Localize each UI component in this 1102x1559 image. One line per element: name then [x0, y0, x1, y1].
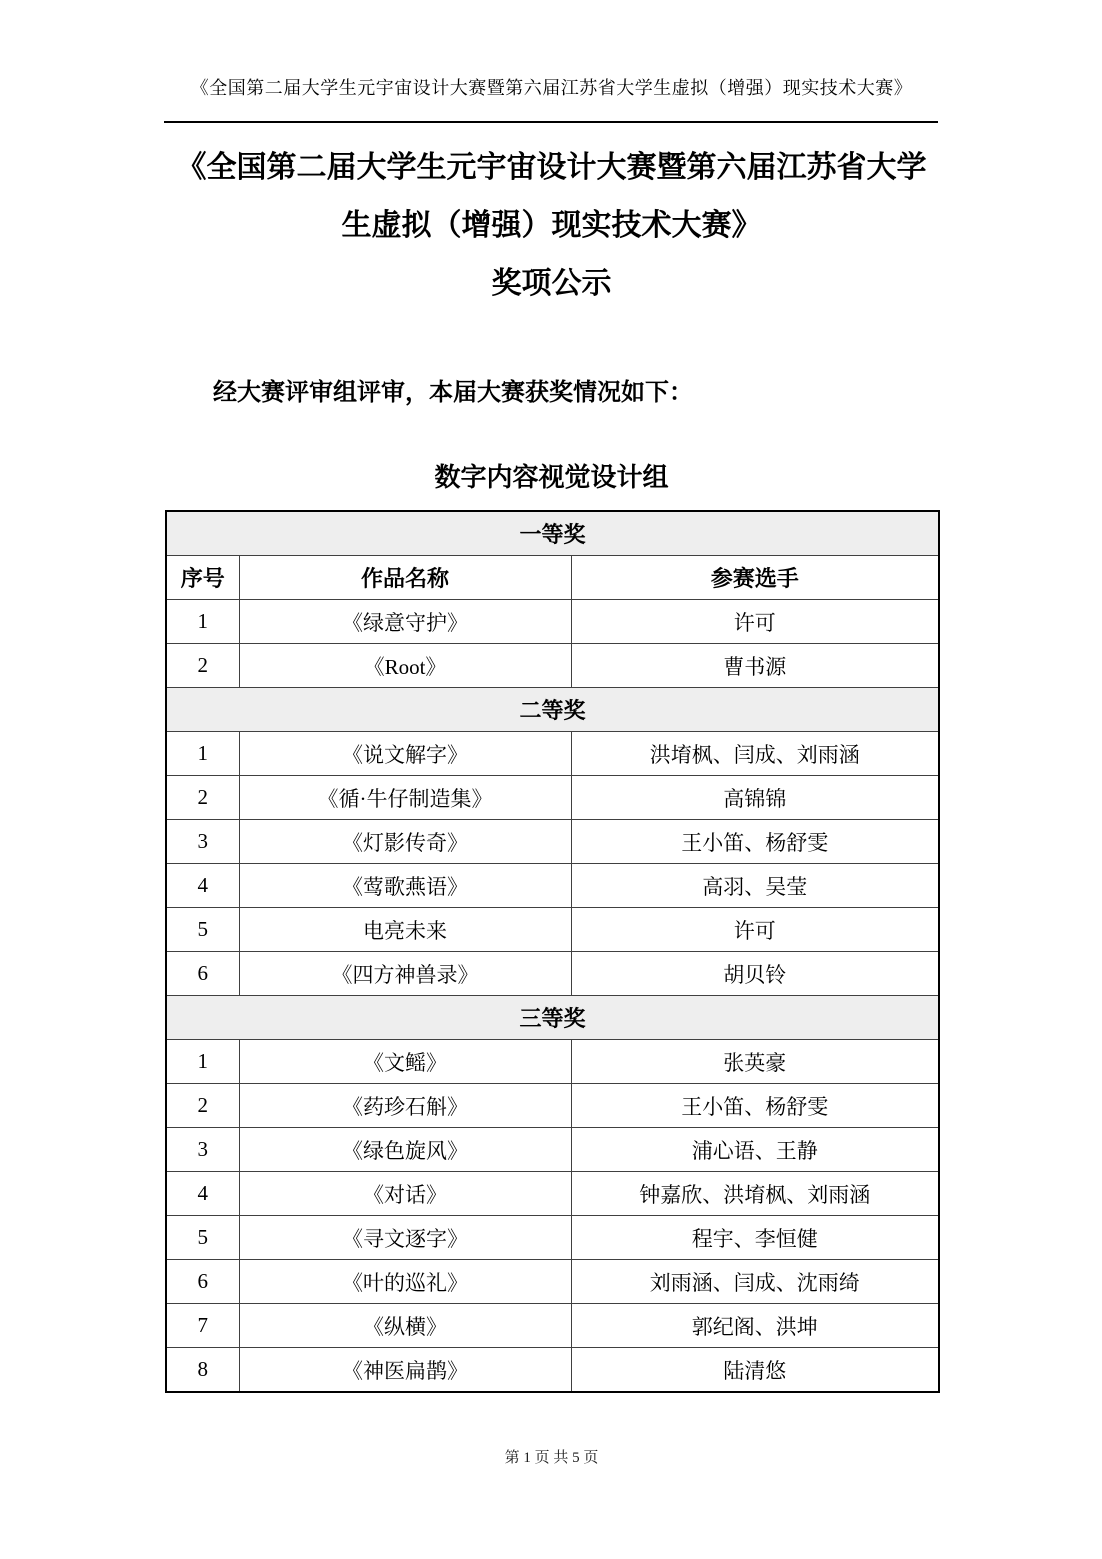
row-index-cell: 3 [166, 820, 239, 864]
title-line-3: 奖项公示 [491, 267, 612, 300]
contestant-cell: 程宇、李恒健 [571, 1216, 939, 1260]
table-row [166, 952, 939, 996]
work-title-cell: 《叶的巡礼》 [239, 1260, 571, 1304]
row-index-cell: 6 [166, 952, 239, 996]
table-row [166, 644, 939, 688]
row-index-cell: 2 [166, 1084, 239, 1128]
table-row [166, 820, 939, 864]
row-index-cell: 4 [166, 1172, 239, 1216]
table-row [166, 1172, 939, 1216]
page-footer: 第 1 页 共 5 页 [504, 1450, 599, 1466]
work-title-cell: 《对话》 [239, 1172, 571, 1216]
title-line-1: 《全国第二届大学生元宇宙设计大赛暨第六届江苏省大学 [176, 151, 927, 184]
table-row [166, 1260, 939, 1304]
work-title-cell: 《神医扁鹊》 [239, 1348, 571, 1393]
work-title-cell: 《绿意守护》 [239, 600, 571, 644]
awards-table-body [166, 511, 939, 1392]
awards-table [165, 510, 940, 1393]
row-index-cell: 3 [166, 1128, 239, 1172]
column-header: 作品名称 [239, 556, 571, 600]
contestant-cell: 张英豪 [571, 1040, 939, 1084]
work-title-cell: 《纵横》 [239, 1304, 571, 1348]
contestant-cell: 王小笛、杨舒雯 [571, 820, 939, 864]
title-line-2: 生虚拟（增强）现实技术大赛》 [341, 209, 762, 242]
work-title-cell: 《寻文逐字》 [239, 1216, 571, 1260]
document-title [140, 139, 963, 313]
contestant-cell: 浦心语、王静 [571, 1128, 939, 1172]
contestant-cell: 高锦锦 [571, 776, 939, 820]
work-title-cell: 《说文解字》 [239, 732, 571, 776]
row-index-cell: 5 [166, 908, 239, 952]
column-header-row [166, 556, 939, 600]
work-title-cell: 《莺歌燕语》 [239, 864, 571, 908]
contestant-cell: 曹书源 [571, 644, 939, 688]
row-index-cell: 1 [166, 732, 239, 776]
work-title-cell: 《四方神兽录》 [239, 952, 571, 996]
work-title-cell: 《文鳐》 [239, 1040, 571, 1084]
table-row [166, 600, 939, 644]
work-title-cell: 《绿色旋风》 [239, 1128, 571, 1172]
contestant-cell: 陆清悠 [571, 1348, 939, 1393]
table-row [166, 1040, 939, 1084]
table-row [166, 776, 939, 820]
work-title-cell: 《灯影传奇》 [239, 820, 571, 864]
intro-paragraph: 经大赛评审组评审，本届大赛获奖情况如下： [213, 380, 693, 406]
table-row [166, 1348, 939, 1393]
header-divider [164, 121, 938, 123]
table-row [166, 1084, 939, 1128]
contestant-cell: 刘雨涵、闫成、沈雨绮 [571, 1260, 939, 1304]
running-header: 《全国第二届大学生元宇宙设计大赛暨第六届江苏省大学生虚拟（增强）现实技术大赛》 [190, 78, 913, 98]
prize-section-row [166, 996, 939, 1040]
work-title-cell: 《循·牛仔制造集》 [239, 776, 571, 820]
group-heading: 数字内容视觉设计组 [434, 463, 669, 492]
table-row [166, 908, 939, 952]
prize-section-label: 二等奖 [166, 688, 939, 732]
row-index-cell: 4 [166, 864, 239, 908]
work-title-cell: 电亮未来 [239, 908, 571, 952]
contestant-cell: 许可 [571, 908, 939, 952]
row-index-cell: 6 [166, 1260, 239, 1304]
prize-section-row [166, 688, 939, 732]
contestant-cell: 洪堉枫、闫成、刘雨涵 [571, 732, 939, 776]
contestant-cell: 胡贝铃 [571, 952, 939, 996]
contestant-cell: 许可 [571, 600, 939, 644]
column-header: 序号 [166, 556, 239, 600]
row-index-cell: 1 [166, 600, 239, 644]
row-index-cell: 2 [166, 776, 239, 820]
work-title-cell: 《Root》 [239, 644, 571, 688]
row-index-cell: 5 [166, 1216, 239, 1260]
column-header: 参赛选手 [571, 556, 939, 600]
table-row [166, 864, 939, 908]
prize-section-row [166, 511, 939, 556]
contestant-cell: 钟嘉欣、洪堉枫、刘雨涵 [571, 1172, 939, 1216]
prize-section-label: 一等奖 [166, 511, 939, 556]
table-row [166, 1128, 939, 1172]
work-title-cell: 《药珍石斛》 [239, 1084, 571, 1128]
prize-section-label: 三等奖 [166, 996, 939, 1040]
contestant-cell: 高羽、吴莹 [571, 864, 939, 908]
contestant-cell: 王小笛、杨舒雯 [571, 1084, 939, 1128]
table-row [166, 1216, 939, 1260]
row-index-cell: 7 [166, 1304, 239, 1348]
row-index-cell: 8 [166, 1348, 239, 1393]
table-row [166, 732, 939, 776]
table-row [166, 1304, 939, 1348]
contestant-cell: 郭纪阁、洪坤 [571, 1304, 939, 1348]
row-index-cell: 2 [166, 644, 239, 688]
row-index-cell: 1 [166, 1040, 239, 1084]
